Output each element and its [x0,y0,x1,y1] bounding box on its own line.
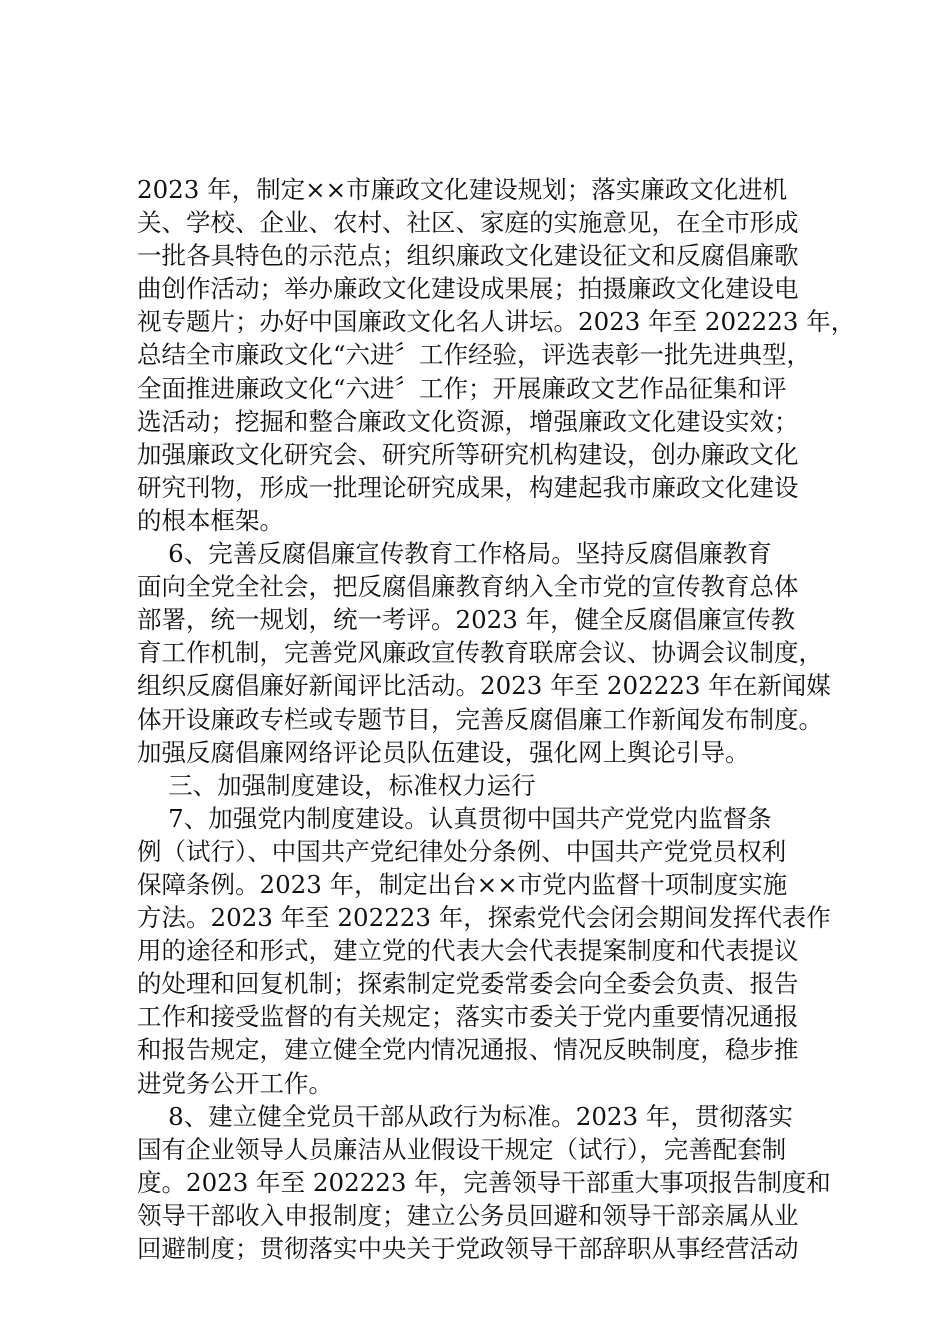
paragraph-7-first-line: 7、加强党内制度建设。认真贯彻中国共产党党内监督条 [137,803,772,833]
text-line: 例（试行）、中国共产党纪律处分条例、中国共产党党员权利 [137,836,787,866]
text-line: 曲创作活动；举办廉政文化建设成果展；拍摄廉政文化建设电 [137,274,799,304]
text-line: 选活动；挖掘和整合廉政文化资源，增强廉政文化建设实效； [137,406,799,436]
text-line: 方法。2023 年至 202223 年，探索党代会闭会期间发挥代表作 [137,903,831,933]
text-line: 的处理和回复机制；探索制定党委常委会向全委会负责、报告 [137,969,799,999]
text-line: 加强反腐倡廉网络评论员队伍建设，强化网上舆论引导。 [137,737,750,767]
text-line: 一批各具特色的示范点；组织廉政文化建设征文和反腐倡廉歌 [137,241,799,271]
text-line: 回避制度；贯彻落实中央关于党政领导干部辞职从事经营活动 [137,1234,799,1263]
text-line: 育工作机制，完善党风廉政宣传教育联席会议、协调会议制度， [137,638,823,668]
text-line: 加强廉政文化研究会、研究所等研究机构建设，创办廉政文化 [137,439,799,469]
text-line: 总结全市廉政文化“六进〞工作经验，评选表彰一批先进典型， [137,340,812,370]
text-line: 的根本框架。 [137,505,284,535]
text-line: 度。2023 年至 202223 年，完善领导干部重大事项报告制度和 [137,1167,831,1197]
text-line: 研究刊物，形成一批理论研究成果，构建起我市廉政文化建设 [137,472,799,502]
text-line: 部署，统一规划，统一考评。2023 年，健全反腐倡廉宣传教 [137,605,796,635]
text-line: 面向全党全社会，把反腐倡廉教育纳入全市党的宣传教育总体 [137,572,799,602]
text-line: 领导干部收入申报制度；建立公务员回避和领导干部亲属从业 [137,1200,799,1230]
text-line: 用的途径和形式，建立党的代表大会代表提案制度和代表提议 [137,936,799,966]
body-text [137,173,856,1265]
text-line: 关、学校、企业、农村、社区、家庭的实施意见，在全市形成 [137,208,799,238]
paragraph-6-first-line: 6、完善反腐倡廉宣传教育工作格局。坚持反腐倡廉教育 [137,539,772,569]
text-line: 组织反腐倡廉好新闻评比活动。2023 年至 202223 年在新闻媒 [137,671,831,701]
text-line: 国有企业领导人员廉洁从业假设干规定（试行），完善配套制 [137,1134,787,1164]
text-line: 2023 年，制定××市廉政文化建设规划；落实廉政文化进机 [137,175,788,204]
text-line: 视专题片；办好中国廉政文化名人讲坛。2023 年至 202223 年， [137,307,856,337]
section-heading-3: 三、加强制度建设，标准权力运行 [137,770,536,800]
text-line: 进党务公开工作。 [137,1068,333,1098]
text-line: 和报告规定，建立健全党内情况通报、情况反映制度，稳步推 [137,1035,799,1065]
text-line: 全面推进廉政文化“六进〞工作；开展廉政文艺作品征集和评 [137,373,787,403]
text-line: 保障条例。2023 年，制定出台××市党内监督十项制度实施 [137,869,788,899]
paragraph-8-first-line: 8、建立健全党员干部从政行为标准。2023 年，贯彻落实 [137,1101,793,1131]
text-line: 体开设廉政专栏或专题节目，完善反腐倡廉工作新闻发布制度。 [137,704,823,734]
text-line: 工作和接受监督的有关规定；落实市委关于党内重要情况通报 [137,1002,799,1032]
